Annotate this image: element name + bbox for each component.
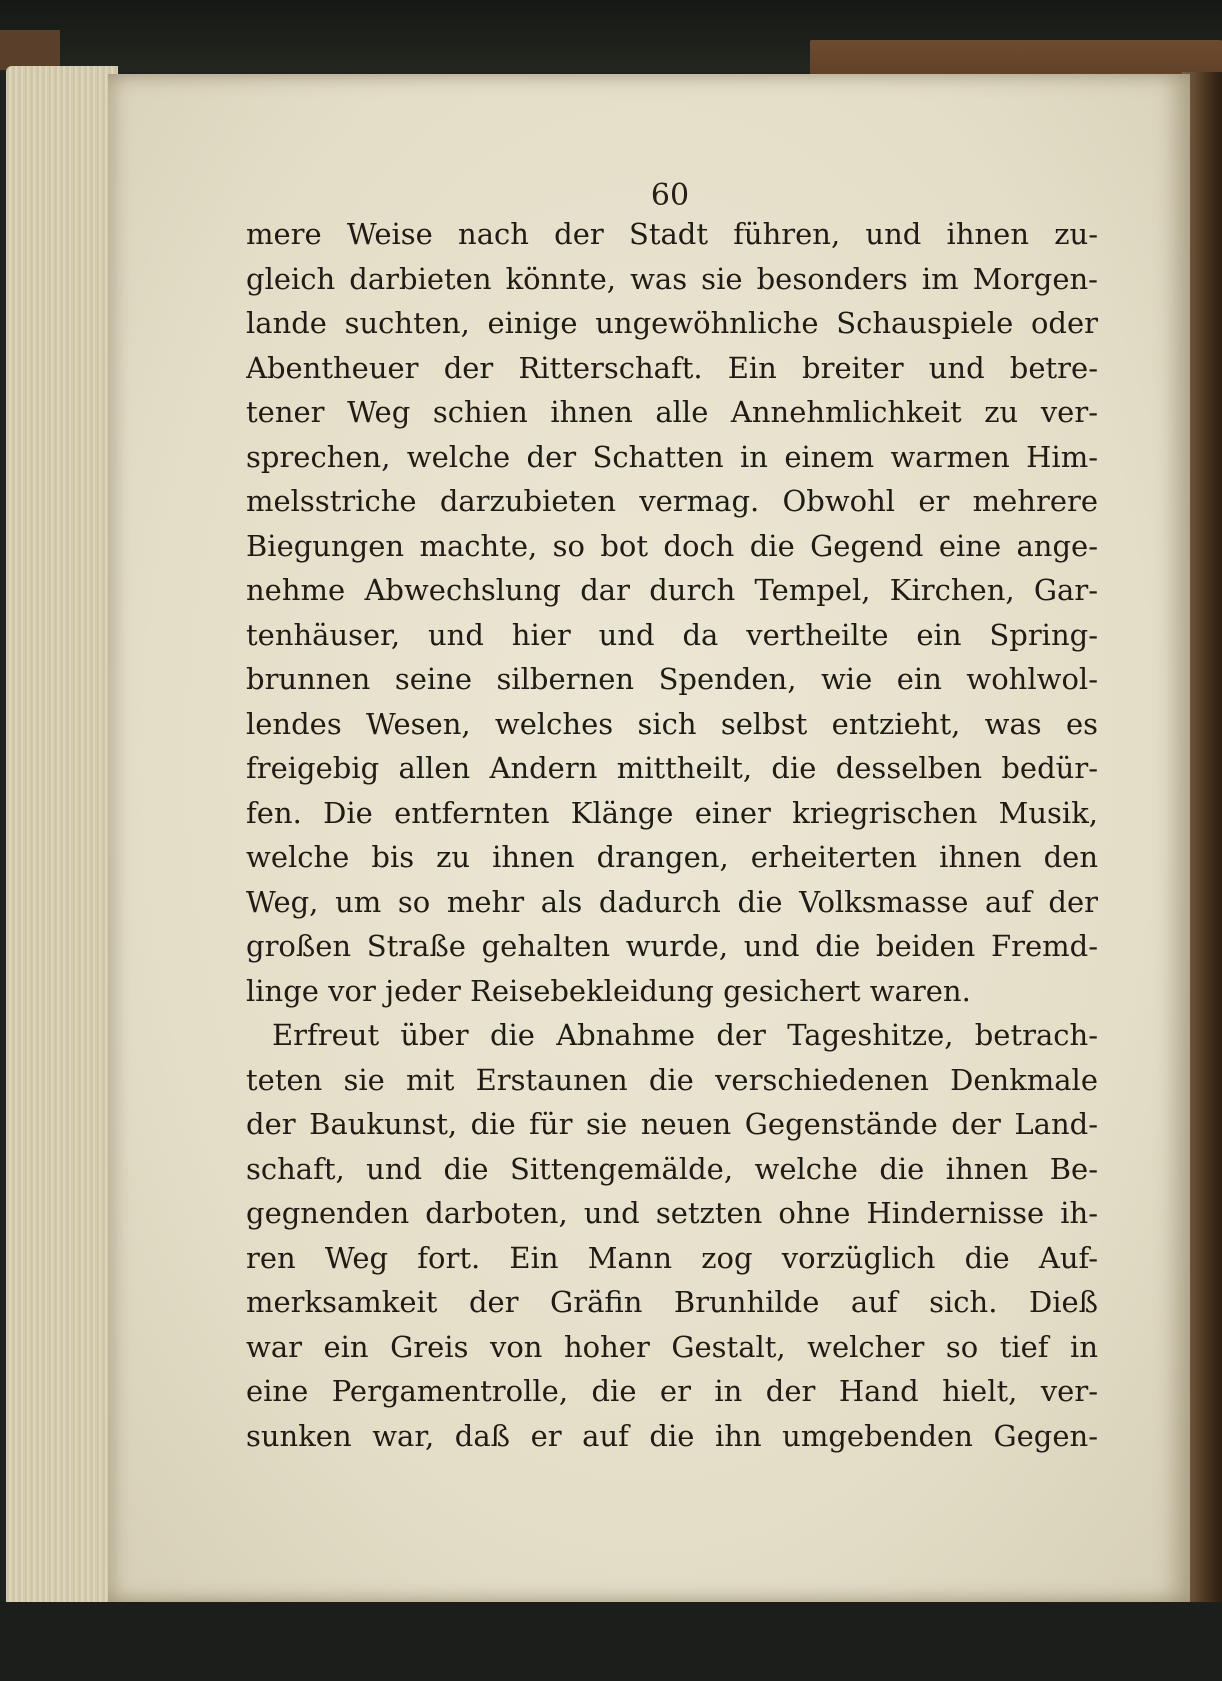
text-line: melsstriche darzubieten vermag. Obwohl er mehrere xyxy=(246,484,1098,518)
text-line: mere Weise nach der Stadt führen, und ihnen zu- xyxy=(246,217,1098,251)
text-line: fen. Die entfernten Klänge einer kriegrischen Musik, xyxy=(246,795,1098,830)
text-line: war ein Greis von hoher Gestalt, welcher so tief in xyxy=(246,1329,1098,1364)
page-text xyxy=(246,212,1098,1458)
page-edges xyxy=(6,66,118,1611)
text-line: schaft, und die Sittengemälde, welche die ihnen Be- xyxy=(246,1151,1098,1186)
text-line: sunken war, daß er auf die ihn umgebenden Gegen- xyxy=(246,1418,1098,1453)
text-line: Biegungen machte, so bot doch die Gegend eine ange- xyxy=(246,528,1098,563)
text-line: tener Weg schien ihnen alle Annehmlichkeit zu ver- xyxy=(246,395,1098,429)
text-line: brunnen seine silbernen Spenden, wie ein wohlwol- xyxy=(246,662,1098,696)
text-line: ren Weg fort. Ein Mann zog vorzüglich die Auf- xyxy=(246,1240,1098,1275)
text-line: merksamkeit der Gräfin Brunhilde auf sich. Dieß xyxy=(246,1285,1098,1319)
text-line: teten sie mit Erstaunen die verschiedenen Denkmale xyxy=(246,1062,1098,1097)
text-line: welche bis zu ihnen drangen, erheiterten ihnen den xyxy=(246,840,1098,874)
text-line: gegnenden darboten, und setzten ohne Hindernisse ih- xyxy=(246,1196,1098,1230)
text-line: Abentheuer der Ritterschaft. Ein breiter und betre- xyxy=(246,350,1098,385)
book-cover-corner xyxy=(0,30,60,70)
text-line: eine Pergamentrolle, die er in der Hand hielt, ver- xyxy=(246,1374,1098,1408)
text-line: gleich darbieten könnte, was sie besonders im Morgen- xyxy=(246,261,1098,296)
text-line: nehme Abwechslung dar durch Tempel, Kirchen, Gar- xyxy=(246,573,1098,607)
text-line: lande suchten, einige ungewöhnliche Schauspiele oder xyxy=(246,306,1098,340)
text-line: der Baukunst, die für sie neuen Gegenstände der Land- xyxy=(246,1107,1098,1141)
text-line: tenhäuser, und hier und da vertheilte ein Spring- xyxy=(246,617,1098,652)
text-line: lendes Wesen, welches sich selbst entzieht, was es xyxy=(246,706,1098,741)
text-line: großen Straße gehalten wurde, und die beiden Fremd- xyxy=(246,929,1098,963)
text-line: sprechen, welche der Schatten in einem warmen Him- xyxy=(246,439,1098,474)
page-number: 60 xyxy=(650,178,690,213)
book-cover-bottom xyxy=(0,1602,1222,1681)
text-line-paragraph-start: Erfreut über die Abnahme der Tageshitze, betrach- xyxy=(272,1018,1098,1052)
text-line: freigebig allen Andern mittheilt, die desselben bedür- xyxy=(246,751,1098,785)
text-line-paragraph-end: linge vor jeder Reisebekleidung gesichert waren. xyxy=(246,973,971,1008)
text-line: Weg, um so mehr als dadurch die Volksmasse auf der xyxy=(246,884,1098,919)
